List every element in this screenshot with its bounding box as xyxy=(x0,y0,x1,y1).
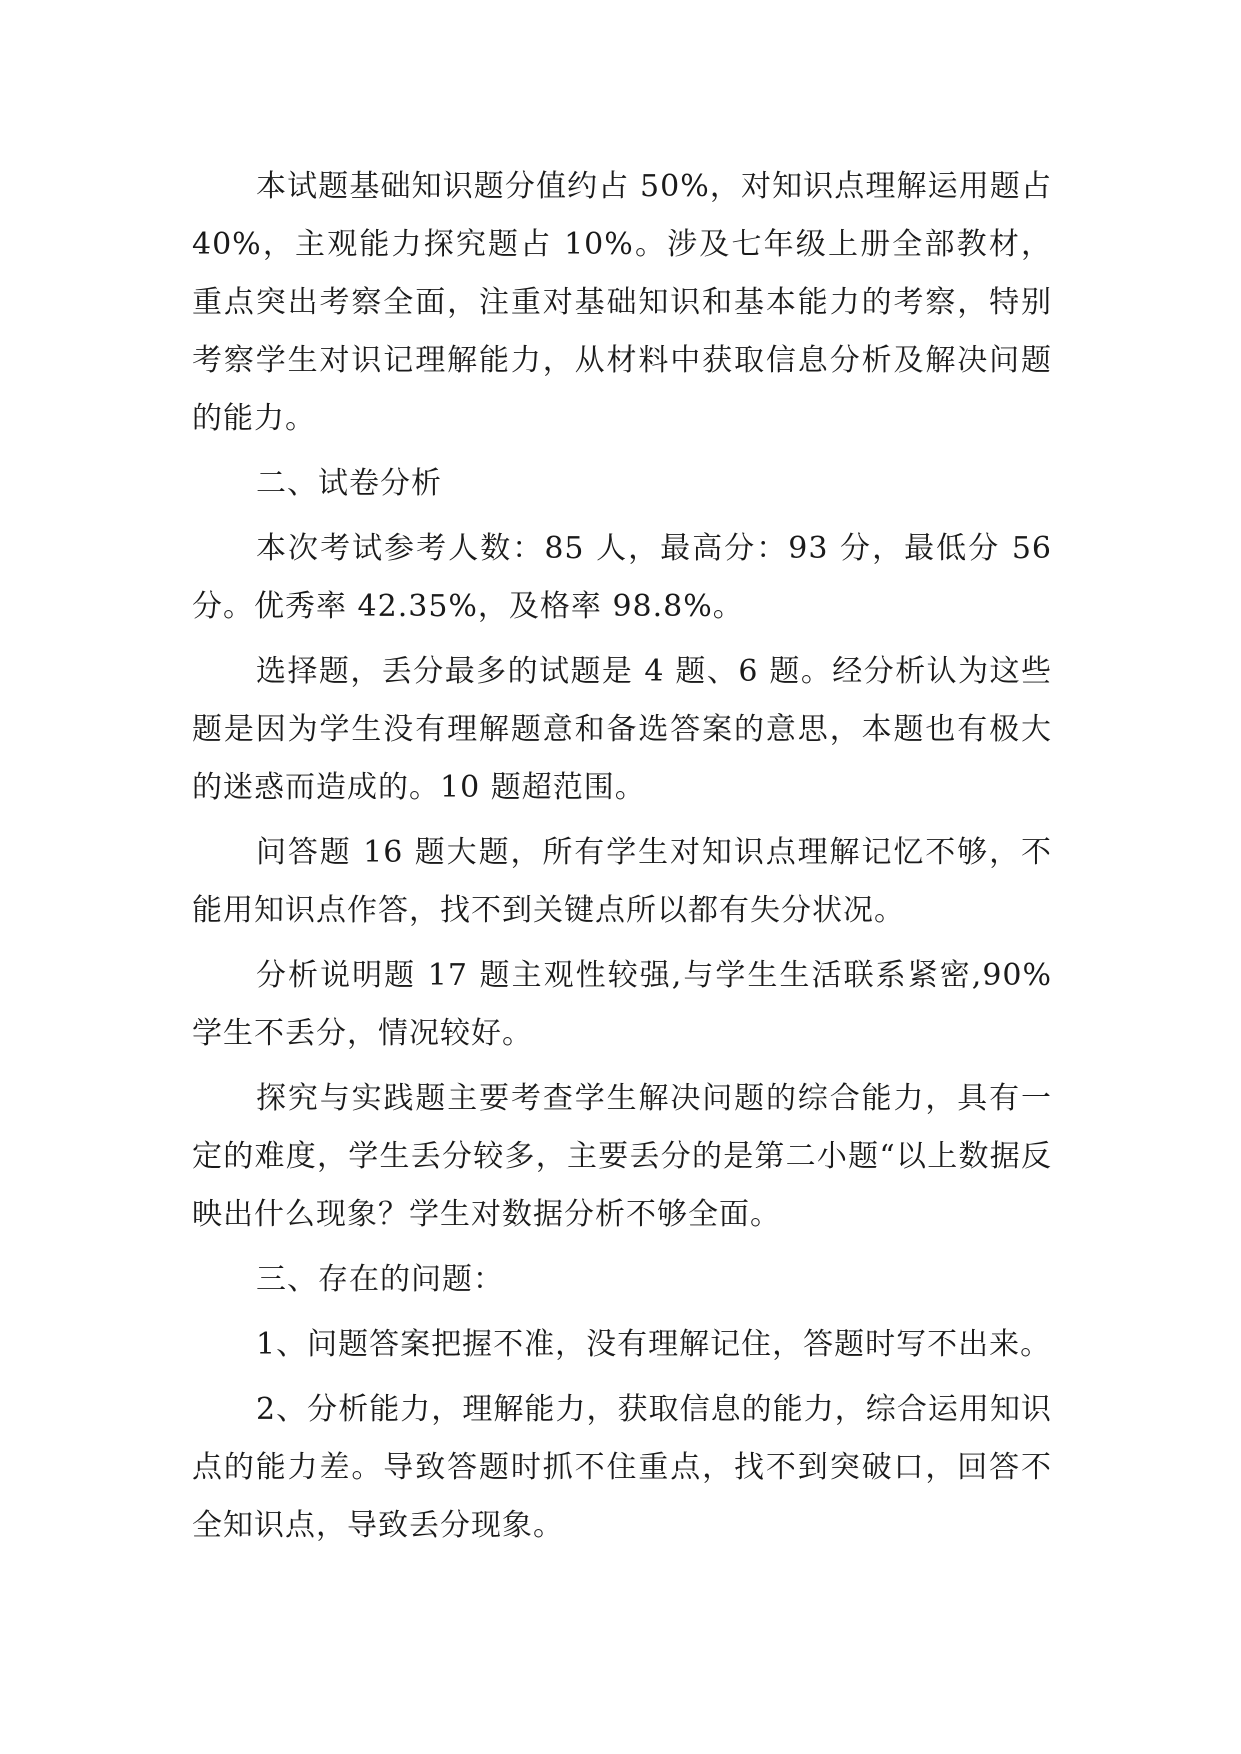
section-heading-paper-analysis: 二、试卷分析 xyxy=(256,466,442,501)
paragraph-intro: 本试题基础知识题分值约占 50%，对知识点理解运用题占 40%，主观能力探究题占 10%。涉及七年级上册全部教材，重点突出考察全面，注重对基础知识和基本能力的考察，特别考察学生对识记理解能力，从材料中获取信息分析及解决问题的能力。 xyxy=(192,169,1052,436)
paragraph-exam-statistics: 本次考试参考人数：85 人，最高分：93 分，最低分 56 分。优秀率 42.35%，及格率 98.8%。 xyxy=(192,531,1052,624)
problem-item-1: 1、问题答案把握不准，没有理解记住，答题时写不出来。 xyxy=(256,1327,1052,1362)
paragraph-question-17: 分析说明题 17 题主观性较强,与学生生活联系紧密,90%学生不丢分，情况较好。 xyxy=(192,958,1052,1051)
document-page xyxy=(192,158,1052,1562)
paragraph-multiple-choice: 选择题，丢分最多的试题是 4 题、6 题。经分析认为这些题是因为学生没有理解题意和备选答案的意思，本题也有极大的迷惑而造成的。10 题超范围。 xyxy=(192,654,1052,805)
problem-item-2: 2、分析能力，理解能力，获取信息的能力，综合运用知识点的能力差。导致答题时抓不住重点，找不到突破口，回答不全知识点，导致丢分现象。 xyxy=(192,1392,1052,1543)
section-heading-problems: 三、存在的问题： xyxy=(256,1262,504,1297)
paragraph-inquiry-practice: 探究与实践题主要考查学生解决问题的综合能力，具有一定的难度，学生丢分较多，主要丢分的是第二小题“以上数据反映出什么现象？学生对数据分析不够全面。 xyxy=(192,1081,1052,1232)
paragraph-question-16: 问答题 16 题大题，所有学生对知识点理解记忆不够，不能用知识点作答，找不到关键点所以都有失分状况。 xyxy=(192,835,1052,928)
